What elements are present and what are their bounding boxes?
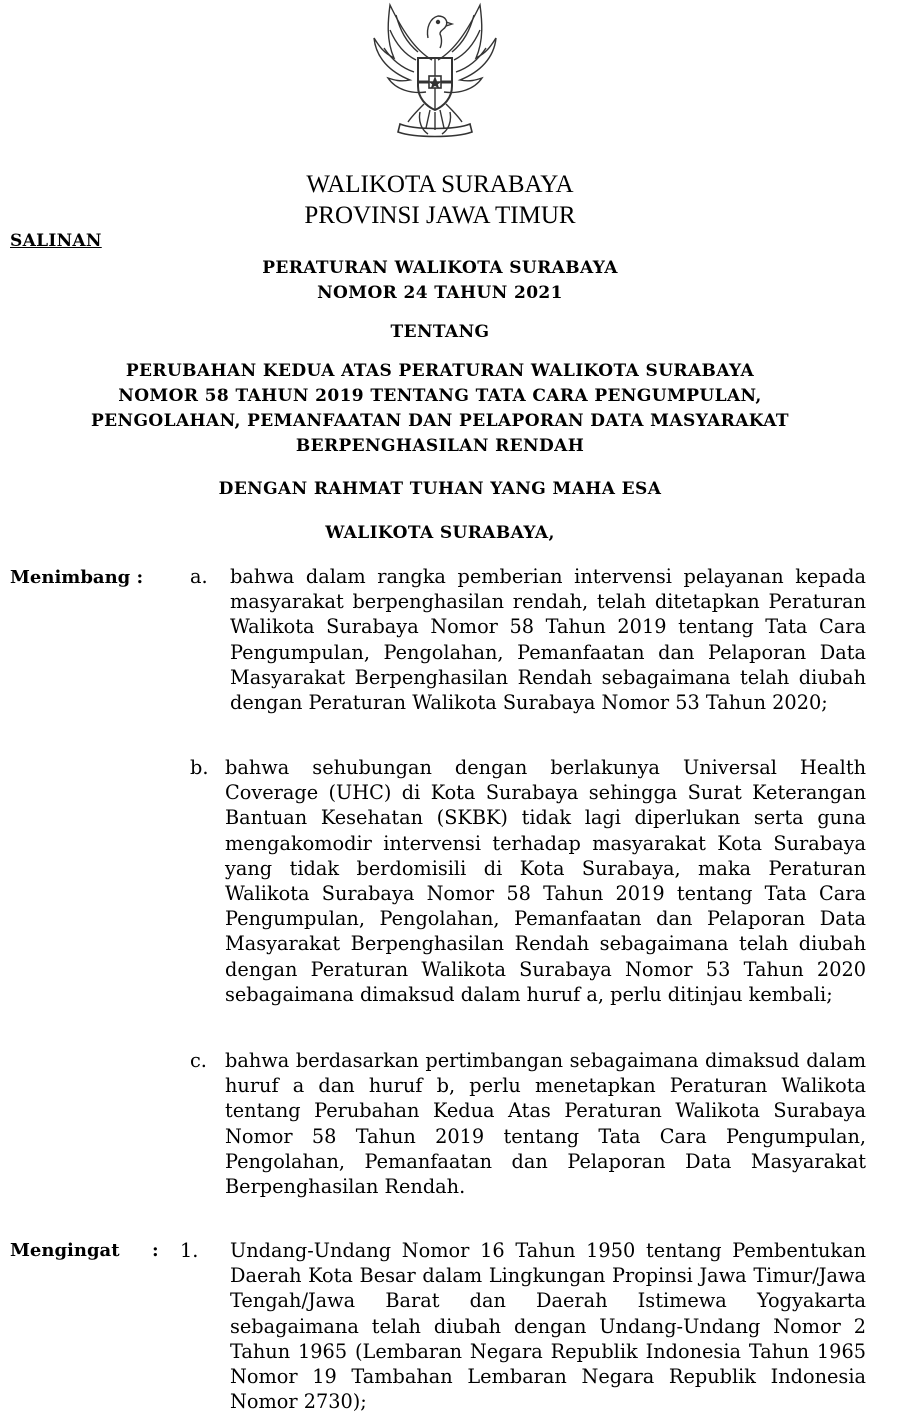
subject-line-1: PERUBAHAN KEDUA ATAS PERATURAN WALIKOTA SURABAYA bbox=[125, 361, 755, 381]
mengingat-colon: : bbox=[152, 1240, 159, 1261]
menimbang-label: Menimbang : bbox=[10, 567, 144, 588]
regulation-number: NOMOR 24 TAHUN 2021 bbox=[317, 283, 563, 303]
menimbang-item-a-text: bahwa dalam rangka pemberian intervensi pelayanan kepada masyarakat berpenghasilan rendah, telah ditetapkan Peraturan Walikota Surabaya Nomor 58 Tahun 2019 tentang Tata Cara Pengumpulan, Pengolahan, Pemanfaatan dan Pelaporan Data Masyarakat Berpenghasilan Rendah sebagaimana telah diubah dengan Peraturan Walikota Surabaya Nomor 53 Tahun 2020; bbox=[230, 565, 866, 715]
subject-line-2: NOMOR 58 TAHUN 2019 TENTANG TATA CARA PENGUMPULAN, bbox=[118, 386, 762, 406]
header-line-1: WALIKOTA SURABAYA bbox=[306, 171, 574, 198]
header-line-2: PROVINSI JAWA TIMUR bbox=[304, 202, 576, 229]
menimbang-item-c-marker: c. bbox=[190, 1049, 207, 1072]
menimbang-item-a-marker: a. bbox=[190, 565, 208, 588]
mengingat-label: Mengingat bbox=[10, 1240, 120, 1261]
regulation-title: PERATURAN WALIKOTA SURABAYA bbox=[262, 258, 618, 278]
menimbang-item-b-text: bahwa sehubungan dengan berlakunya Universal Health Coverage (UHC) di Kota Surabaya sehingga Surat Keterangan Bantuan Kesehatan (SKBK) tidak lagi diperlukan serta guna mengakomodir intervensi terhadap masyarakat Kota Surabaya yang tidak berdomisili di Kota Surabaya, maka Peraturan Walikota Surabaya Nomor 58 Tahun 2019 tentang Tata Cara Pengumpulan, Pengolahan, Pemanfaatan dan Pelaporan Data Masyarakat Berpenghasilan Rendah sebagaimana telah diubah dengan Peraturan Walikota Surabaya Nomor 53 Tahun 2020 sebagaimana dimaksud dalam huruf a, perlu ditinjau kembali; bbox=[225, 756, 866, 1006]
menimbang-item-c-text: bahwa berdasarkan pertimbangan sebagaimana dimaksud dalam huruf a dan huruf b, perlu menetapkan Peraturan Walikota tentang Perubahan Kedua Atas Peraturan Walikota Surabaya Nomor 58 Tahun 2019 tentang Tata Cara Pengumpulan, Pengolahan, Pemanfaatan dan Pelaporan Data Masyarakat Berpenghasilan Rendah. bbox=[225, 1049, 866, 1199]
salinan-label: SALINAN bbox=[10, 231, 102, 251]
subject-line-4: BERPENGHASILAN RENDAH bbox=[295, 436, 585, 456]
subject-line-3: PENGOLAHAN, PEMANFAATAN DAN PELAPORAN DATA MASYARAKAT bbox=[91, 411, 789, 431]
garuda-emblem-icon bbox=[360, 0, 510, 150]
mengingat-item-1-marker: 1. bbox=[180, 1239, 199, 1262]
mengingat-item-1-text: Undang-Undang Nomor 16 Tahun 1950 tentang Pembentukan Daerah Kota Besar dalam Lingkungan Propinsi Jawa Timur/Jawa Tengah/Jawa Barat dan Daerah Istimewa Yogyakarta sebagaimana telah diubah dengan Undang-Undang Nomor 2 Tahun 1965 (Lembaran Negara Republik Indonesia Tahun 1965 Nomor 19 Tambahan Lembaran Negara Republik Indonesia Nomor 2730); bbox=[230, 1239, 866, 1414]
tentang-heading: TENTANG bbox=[390, 322, 490, 342]
walikota-heading: WALIKOTA SURABAYA, bbox=[325, 523, 555, 543]
dengan-rahmat-heading: DENGAN RAHMAT TUHAN YANG MAHA ESA bbox=[218, 479, 662, 499]
menimbang-item-b-marker: b. bbox=[190, 756, 209, 779]
